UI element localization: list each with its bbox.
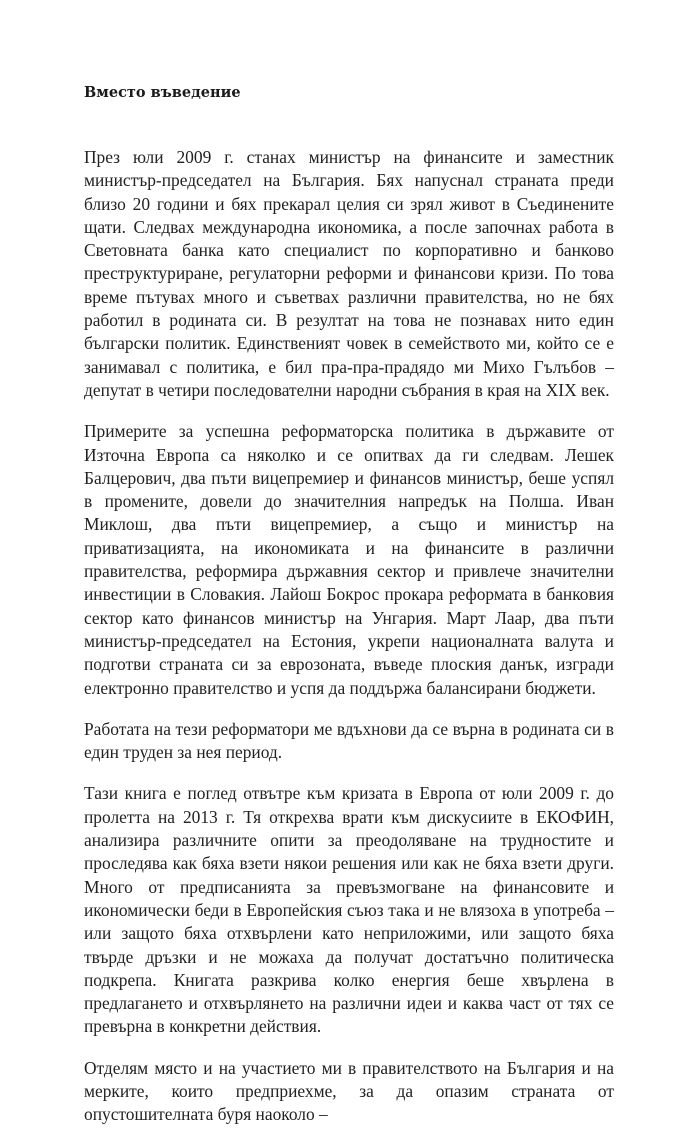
paragraph: Примерите за успешна реформаторска политика в държавите от Източна Европа са няколко и се опитвах да ги следвам. Лешек Балцерович, два пъти вицепремиер и финансов министър, беше успял в промените, довели до значителния напредък на Полша. Иван Миклош, два пъти вицепремиер, а също и министър на приватизацията, на икономиката и на финансите в различни правителства, реформира държавния сектор и привлече значителни инвестиции в Словакия. Лайош Бокрос прокара реформата в банковия сектор като финансов министър на Унгария. Март Лаар, два пъти министър-председател на Естония, укрепи националната валута и подготви страната си за еврозоната, въведе плоския данък, изгради електронно правителство и успя да поддържа балансирани бюджети. [84, 421, 614, 698]
paragraph: Работата на тези реформатори ме вдъхнови да се върна в родината си в един труден за нея период. [84, 718, 614, 763]
paragraph: Отделям място и на участието ми в правителството на България и на мерките, които предприехме, за да опазим страната от опустошителната буря наоколо – [84, 1057, 614, 1125]
page-title: Вместо въведение [84, 84, 241, 101]
paragraph: Тази книга е поглед отвътре към кризата в Европа от юли 2009 г. до пролетта на 2013 г. Тя открехва врати към дискусиите в ЕКОФИН, анализира различните опити за преодоляване на трудностите и проследява как бяха взети някои решения или как не бяха взети други. Много от предписанията за превъзмогване на финансовите и икономически беди в Европейския съюз така и не влязоха в употреба – или защото бяха отхвърлени като неприложими, или защото бяха твърде дръзки и не можаха да получат достатъчно политическа подкрепа. Книгата разкрива колко енергия беше хвърлена в предлагането и отхвърлянето на различни идеи и каква част от тях се превърна в конкретни действия. [84, 783, 614, 1037]
body-text [84, 146, 614, 1145]
paragraph: През юли 2009 г. станах министър на финансите и заместник министър-председател на България. Бях напуснал страната преди близо 20 години и бях прекарал целия си зрял живот в Съединените щати. Следвах международна икономика, а после започнах работа в Световната банка като специалист по корпоративно и банково преструктуриране, регулаторни реформи и финансови кризи. По това време пътувах много и съветвах различни правителства, но не бях работил в родината си. В резултат на това не познавах нито един български политик. Единственият човек в семейството ми, който се е занимавал с политика, е бил пра-пра-прадядо ми Михо Гълъбов – депутат в четири последователни народни събрания в края на XIX век. [84, 147, 614, 400]
